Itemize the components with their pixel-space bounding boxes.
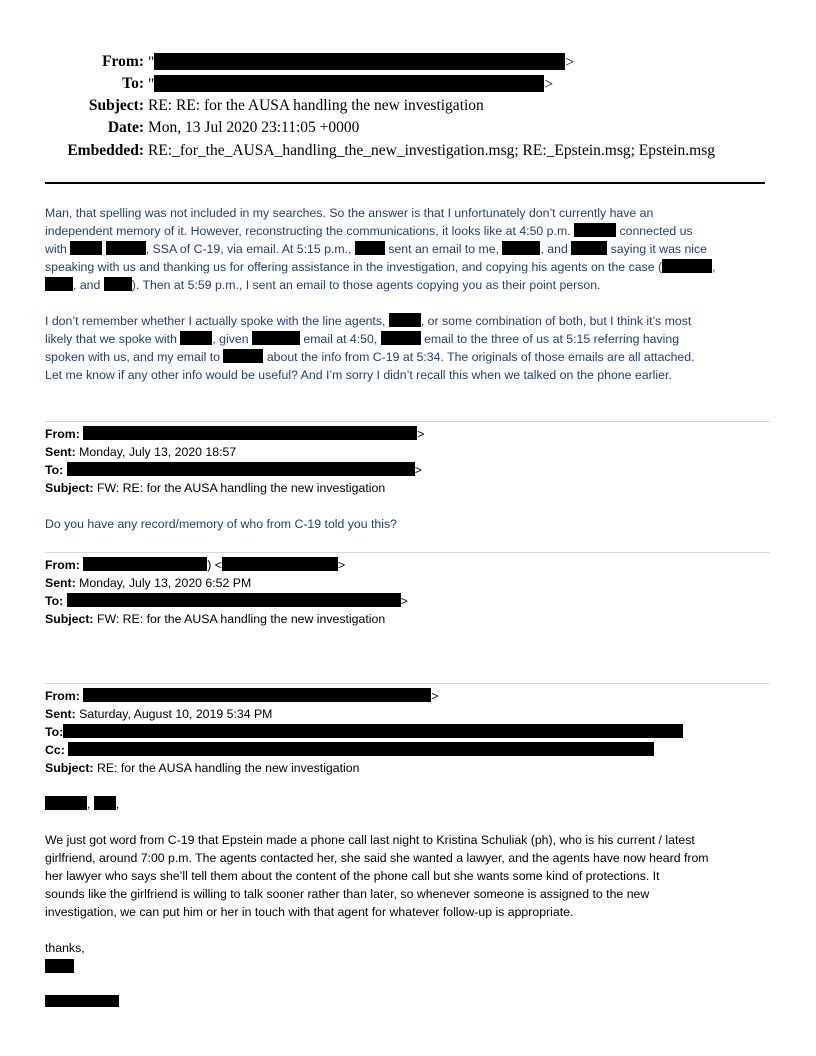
header-from-label: From: [102, 53, 144, 70]
header-subject-row [0, 97, 816, 119]
redaction [83, 426, 417, 440]
reply-paragraph-1: Man, that spelling was not included in my searches. So the answer is that I unfortunately don’t currently have an independent memory of it. However, reconstructing the communications, it looks like at 4:50 p.m. connected us with , SSA of C-19, via email. At 5:15 p.m., sent an email to me, , and saying it was nice speaking with us and thanking us for offering assistance in the investigation, and copying his agents on the case ( , , and ). Then at 5:59 p.m., I sent an email to those agents copying you as their point person. [45, 206, 716, 292]
redaction [70, 241, 102, 255]
redaction [67, 593, 401, 607]
message-separator [45, 683, 770, 684]
redaction [662, 259, 712, 273]
redaction [45, 796, 87, 810]
message-separator [45, 552, 770, 553]
redaction [252, 331, 300, 345]
redaction [83, 688, 431, 702]
redaction [45, 277, 73, 291]
header-date-row [0, 119, 816, 141]
reply-paragraph-2: I don’t remember whether I actually spoke with the line agents, , or some combination of both, but I think it’s most likely that we spoke with , given email at 4:50, email to the three of us at 5:15 referring having spoken with us, and my email to about the info from C-19 at 5:34. The originals of those emails are all attached. Let me know if any other info would be useful? And I’m sorry I didn’t recall this when we talked on the phone earlier. [45, 314, 695, 382]
redaction [571, 241, 607, 255]
redaction [222, 557, 338, 571]
redaction [154, 75, 544, 92]
redaction [45, 959, 74, 973]
redaction [574, 223, 616, 237]
header-embedded-row [0, 142, 816, 164]
message-2-body: Do you have any record/memory of who from C-19 told you this? [45, 517, 397, 531]
redaction [63, 724, 683, 738]
redaction [381, 331, 421, 345]
header-embedded-label: Embedded: [67, 142, 144, 159]
message-4-closing: thanks, [45, 941, 85, 955]
header-to-value: " > [148, 76, 554, 93]
header-to-row [0, 75, 816, 97]
redaction [389, 313, 421, 327]
header-date-label: Date: [107, 119, 144, 136]
redaction [502, 241, 540, 255]
header-embedded-value: RE:_for_the_AUSA_handling_the_new_investigation.msg; RE:_Epstein.msg; Epstein.msg [148, 142, 715, 159]
header-from-row [0, 53, 816, 75]
redaction [67, 462, 415, 476]
message-separator [45, 421, 770, 422]
header-divider [45, 182, 765, 184]
redaction [355, 241, 385, 255]
redaction [106, 241, 146, 255]
header-date-value: Mon, 13 Jul 2020 23:11:05 +0000 [148, 119, 360, 136]
message-4-greeting: , , [45, 795, 775, 813]
redaction [94, 796, 116, 810]
header-subject-value: RE: RE: for the AUSA handling the new investigation [148, 97, 484, 114]
message-4-header: From: > Sent: Saturday, August 10, 2019 5:34 PM To: Cc: Subject: RE: for the AUSA handling the new investigation [45, 687, 775, 777]
header-to-label: To: [122, 75, 144, 92]
redaction [104, 277, 132, 291]
header-from-value: " > [148, 54, 575, 71]
message-3-header: From: ) < > Sent: Monday, July 13, 2020 6:52 PM To: > Subject: FW: RE: for the AUSA handling the new investigation [45, 558, 408, 626]
redaction [45, 995, 119, 1007]
redaction [223, 349, 263, 363]
message-2-header: From: > Sent: Monday, July 13, 2020 18:57 To: > Subject: FW: RE: for the AUSA handling the new investigation [45, 427, 425, 495]
redaction [68, 742, 654, 756]
redaction [154, 53, 565, 70]
header-subject-label: Subject: [88, 97, 144, 114]
message-4-body: We just got word from C-19 that Epstein made a phone call last night to Kristina Schuliak (ph), who is his current / latest girlfriend, around 7:00 p.m. The agents contacted her, she said she wanted a lawyer, and the agents have now heard from her lawyer who says she’ll tell them about the content of the phone call but she wants some kind of protections. It sounds like the girlfriend is willing to talk sooner rather than later, so whenever someone is assigned to the new investigation, we can put him or her in touch with that agent for whatever follow-up is appropriate. [45, 833, 709, 919]
redaction [83, 557, 207, 571]
redaction [180, 331, 212, 345]
